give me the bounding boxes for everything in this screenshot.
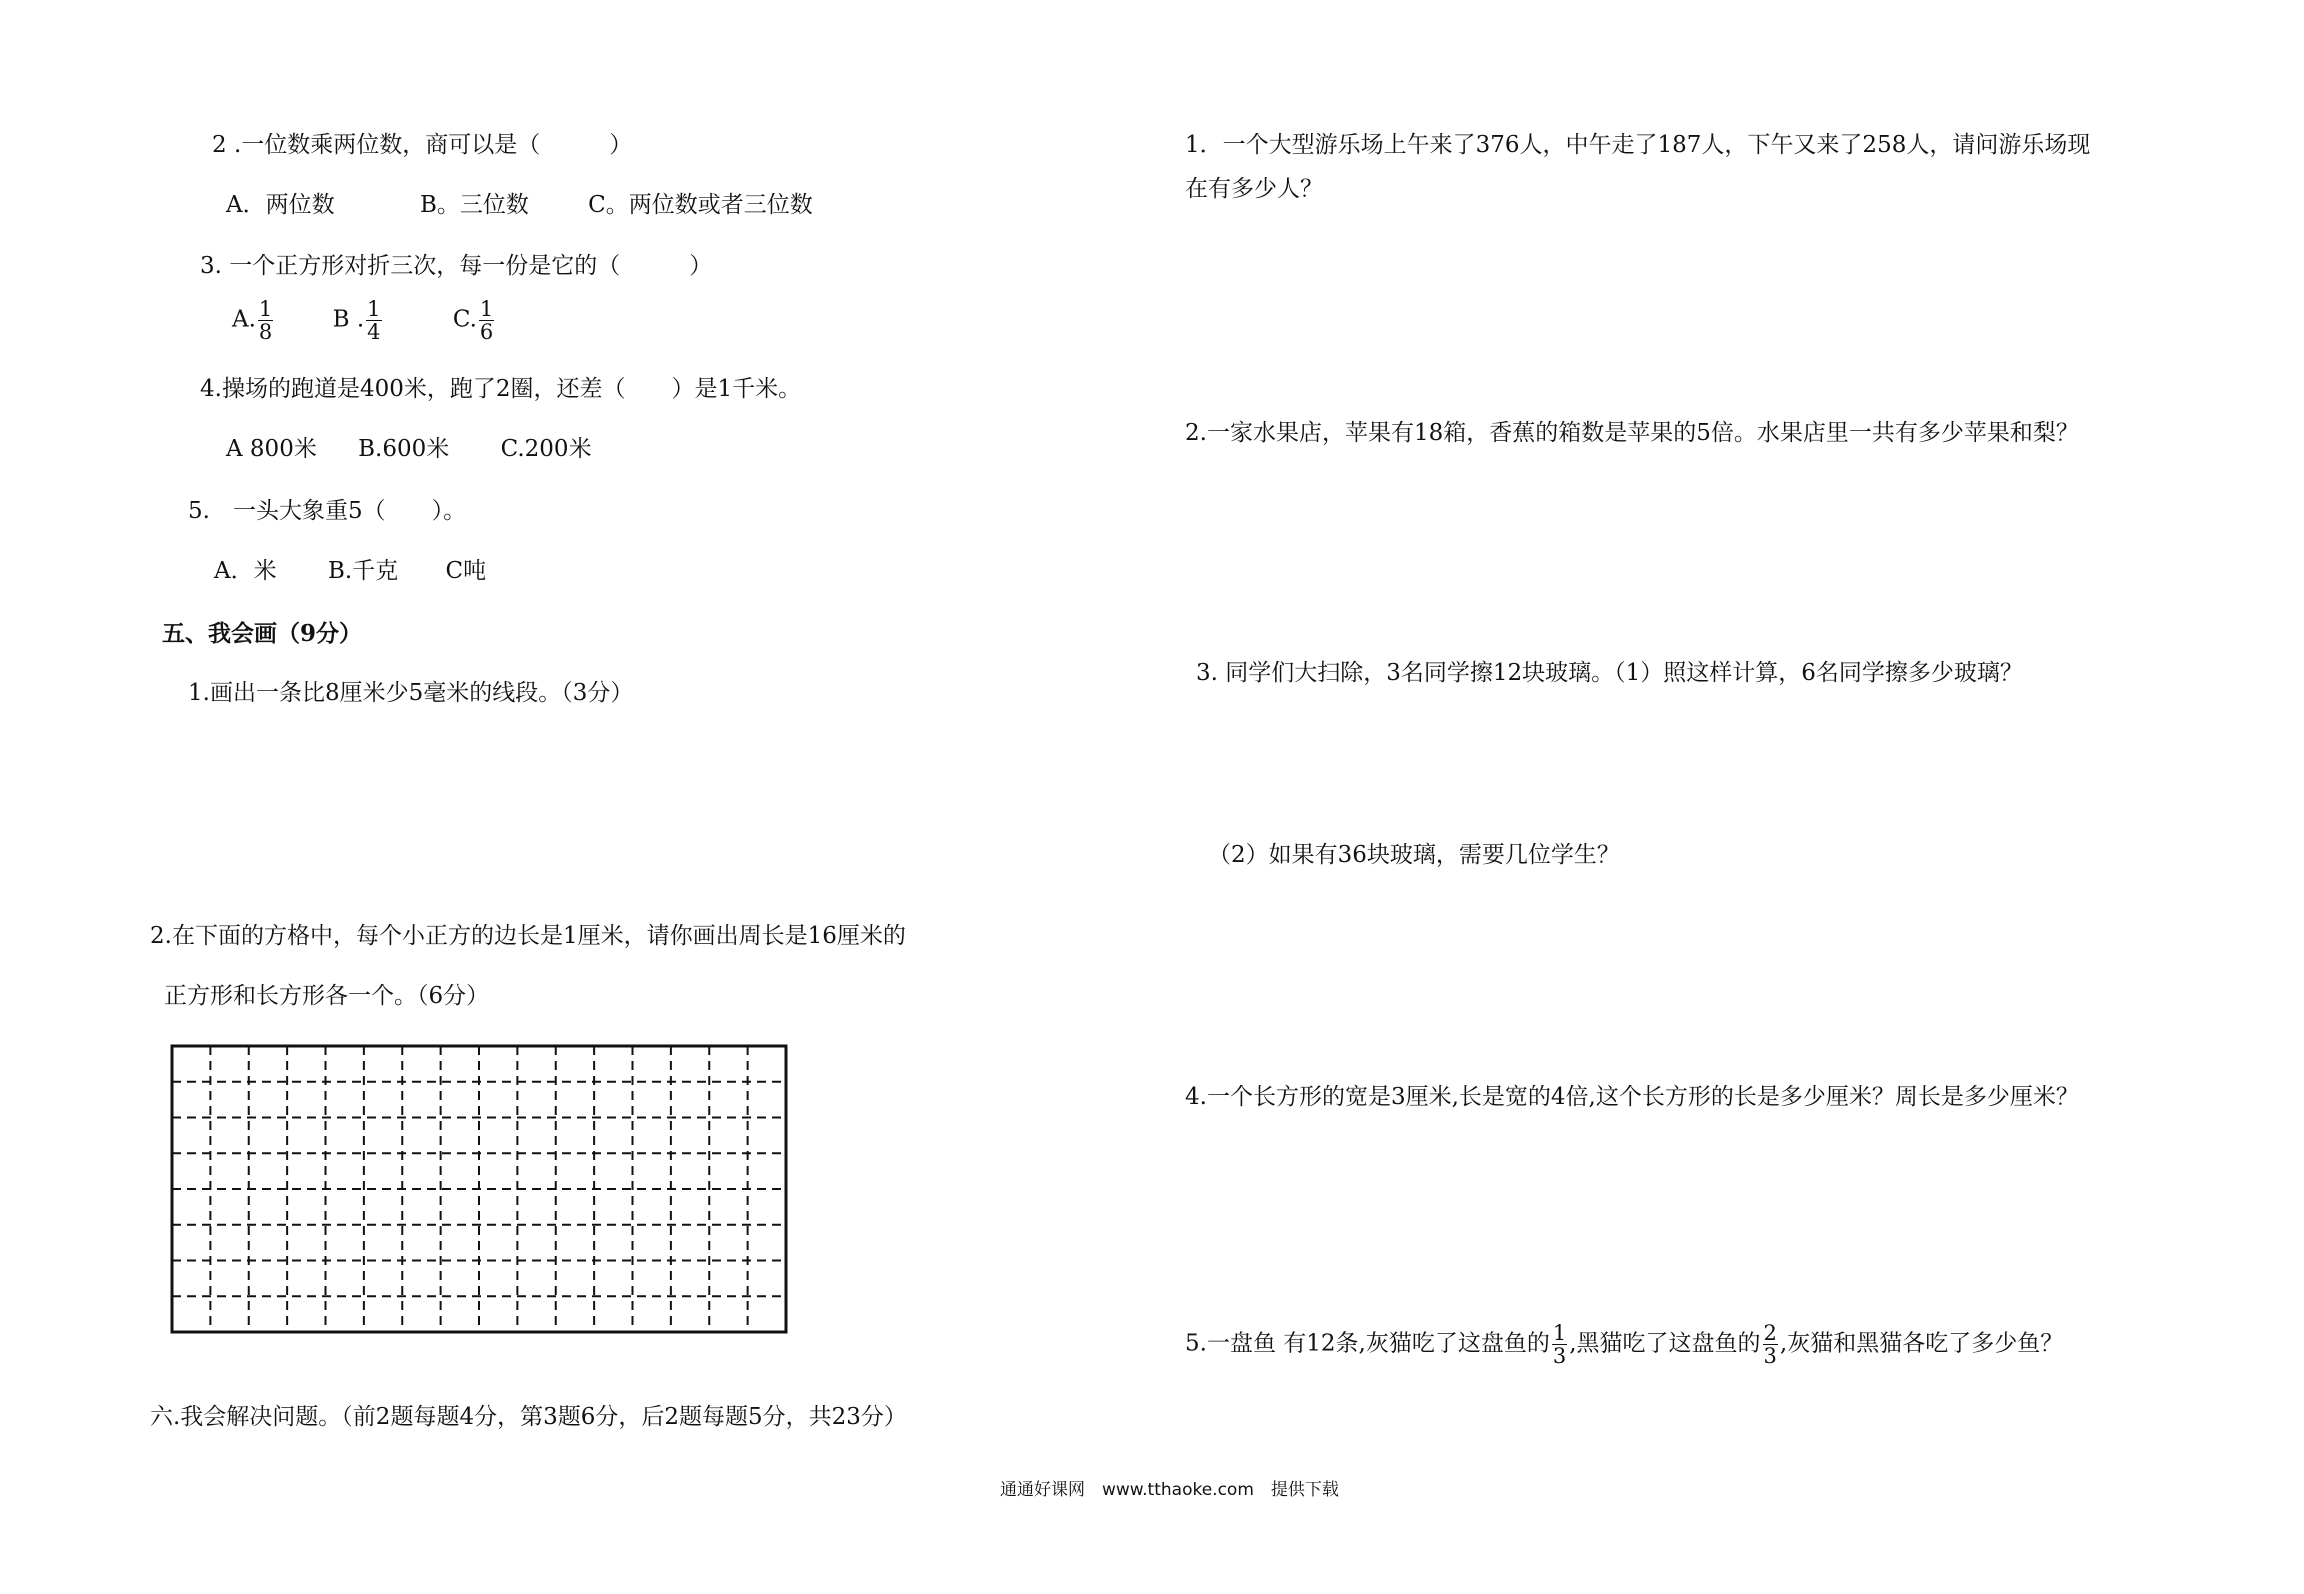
p5: 5.一盘鱼 有12条,灰猫吃了这盘鱼的 $\frac{1}{3}$ ,黑猫吃了这盘鱼的 $\frac{2}{3}$ ,灰猫和黑猫各吃了多少鱼？ [1185, 1321, 2064, 1369]
q4-option-a[interactable]: A 800米 [226, 436, 317, 462]
fraction: $\frac{1}{4}$ [367, 297, 381, 345]
q4-options [226, 436, 592, 464]
fraction: $\frac{1}{6}$ [479, 297, 494, 345]
q2-option-a[interactable]: A．两位数 [226, 192, 335, 218]
p3-part1: 3. 同学们大扫除，3名同学擦12块玻璃。（1）照这样计算，6名同学擦多少玻璃？ [1196, 660, 2023, 686]
fraction: $\frac{1}{8}$ [258, 297, 273, 345]
section5-title: 五、我会画（9分） [162, 620, 363, 647]
s5-q2-line1: 2.在下面的方格中，每个小正方的边长是1厘米，请你画出周长是16厘米的 [150, 923, 906, 949]
p1-line2: 在有多少人？ [1185, 176, 1323, 202]
q2-option-b[interactable]: B。三位数 [419, 192, 529, 218]
section6-title: 六.我会解决问题。（前2题每题4分，第3题6分，后2题每题5分，共23分） [150, 1404, 907, 1430]
square-grid[interactable] [170, 1044, 790, 1336]
p2: 2.一家水果店，苹果有18箱，香蕉的箱数是苹果的5倍。水果店里一共有多少苹果和梨？ [1185, 420, 2079, 446]
p1-line1: 1．一个大型游乐场上午来了376人，中午走了187人，下午又来了258人，请问游乐场现 [1185, 132, 2091, 158]
q5-stem: 5. 一头大象重5（ ）。 [188, 498, 467, 524]
q2-stem: 2 .一位数乘两位数，商可以是（ ） [212, 132, 633, 158]
q3-stem: 3. 一个正方形对折三次，每一份是它的（ ） [200, 253, 713, 279]
s5-q1: 1.画出一条比8厘米少5毫米的线段。（3分） [188, 680, 634, 706]
q5-option-b[interactable]: B.千克 [327, 558, 399, 584]
s5-q2-line2: 正方形和长方形各一个。（6分） [164, 983, 490, 1009]
q2-option-c[interactable]: C。两位数或者三位数 [588, 192, 813, 218]
fraction-two-thirds: $\frac{2}{3}$ [1763, 1321, 1777, 1369]
q5-options [214, 558, 486, 586]
p4: 4.一个长方形的宽是3厘米,长是宽的4倍,这个长方形的长是多少厘米？周长是多少厘米？ [1185, 1084, 2079, 1110]
fraction-one-third: $\frac{1}{3}$ [1552, 1321, 1567, 1369]
q3-option-c[interactable]: C. $\frac{1}{6}$ [452, 297, 494, 345]
p3-part2: （2）如果有36块玻璃，需要几位学生？ [1208, 842, 1620, 868]
footer-credit: 通通好课网 www.tthaoke.com 提供下载 [1000, 1480, 1339, 1500]
q5-option-a[interactable]: A．米 [214, 558, 277, 584]
q3-option-a[interactable]: A. $\frac{1}{8}$ [232, 297, 273, 345]
q3-options [232, 298, 496, 343]
q2-options [226, 192, 813, 220]
q3-option-b[interactable]: B . $\frac{1}{4}$ [332, 297, 381, 345]
q4-stem: 4.操场的跑道是400米，跑了2圈，还差（ ）是1千米。 [200, 376, 802, 402]
q5-option-c[interactable]: C吨 [445, 558, 487, 584]
q4-option-b[interactable]: B.600米 [358, 436, 450, 462]
q4-option-c[interactable]: C.200米 [500, 436, 592, 462]
